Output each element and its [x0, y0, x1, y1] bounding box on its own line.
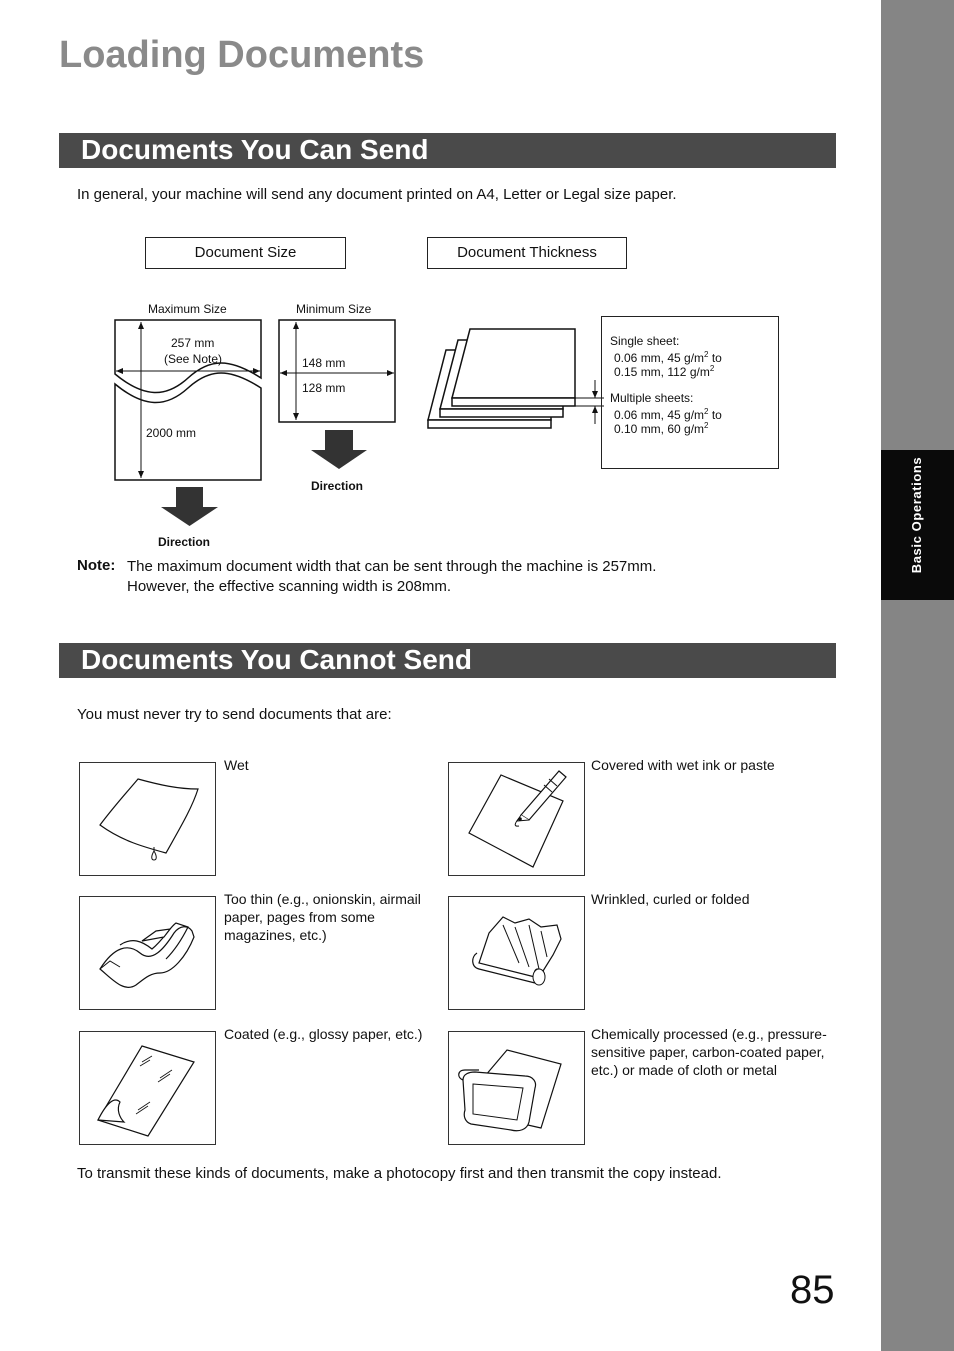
see-note-text: (See Note) — [164, 352, 223, 366]
multiple-sheets-heading: Multiple sheets: — [610, 391, 694, 405]
note-line-2: However, the effective scanning width is 208mm. — [127, 578, 452, 595]
note-line-1: The maximum document width that can be sent through the machine is 257mm. — [127, 558, 657, 575]
multiple-sheets-max: 0.10 mm, 60 $g/m^2$ — [614, 421, 709, 436]
cloth-metal-paper-icon — [448, 1031, 585, 1145]
chapter-tab-label: Basic Operations — [909, 456, 924, 574]
section-heading-cannot-send: Documents You Cannot Send — [59, 643, 836, 678]
note-label: Note: — [77, 557, 116, 574]
single-sheet-min: 0.06 mm, 45 $g/m^2$ to — [614, 350, 722, 365]
cannot-send-intro: You must never try to send documents that are: — [77, 706, 392, 723]
min-direction-label: Direction — [311, 479, 364, 493]
thin-paper-icon — [79, 896, 216, 1010]
single-sheet-heading: Single sheet: — [610, 334, 680, 348]
item-caption-thin: Too thin (e.g., onionskin, airmail paper, pages from some magazines, etc.) — [224, 891, 421, 943]
item-caption-wrinkled: Wrinkled, curled or folded — [591, 891, 750, 907]
maximum-size-caption: Maximum Size — [148, 302, 227, 316]
section-heading-can-send: Documents You Can Send — [59, 133, 836, 168]
max-direction-label: Direction — [158, 535, 211, 549]
max-width-value: 257 mm — [171, 336, 215, 350]
item-caption-ink: Covered with wet ink or paste — [591, 757, 775, 773]
max-length-value: 2000 mm — [146, 426, 197, 440]
ink-pen-paper-icon — [448, 762, 585, 876]
page-number: 85 — [790, 1268, 835, 1312]
document-size-label: Document Size — [145, 237, 346, 269]
item-caption-wet: Wet — [224, 757, 249, 773]
document-thickness-diagram — [420, 320, 605, 440]
min-width-value: 128 mm — [302, 381, 346, 395]
side-margin-band — [881, 0, 954, 1351]
wrinkled-paper-icon — [448, 896, 585, 1010]
multiple-sheets-min: 0.06 mm, 45 $g/m^2$ to — [614, 407, 722, 422]
single-sheet-max: 0.15 mm, 112 $g/m^2$ — [614, 364, 715, 379]
document-thickness-label: Document Thickness — [427, 237, 627, 269]
photocopy-instruction: To transmit these kinds of documents, make a photocopy first and then transmit the copy instead. — [77, 1165, 722, 1182]
min-length-value: 148 mm — [302, 356, 346, 370]
minimum-size-caption: Minimum Size — [296, 302, 372, 316]
document-size-diagram — [100, 300, 420, 540]
wet-paper-icon — [79, 762, 216, 876]
item-caption-chemical: Chemically processed (e.g., pressure-sensitive paper, carbon-coated paper, etc.) or made of cloth or metal — [591, 1026, 827, 1078]
coated-paper-icon — [79, 1031, 216, 1145]
can-send-intro: In general, your machine will send any document printed on A4, Letter or Legal size paper. — [77, 186, 677, 203]
page-title: Loading Documents — [59, 34, 425, 76]
item-caption-coated: Coated (e.g., glossy paper, etc.) — [224, 1026, 423, 1042]
